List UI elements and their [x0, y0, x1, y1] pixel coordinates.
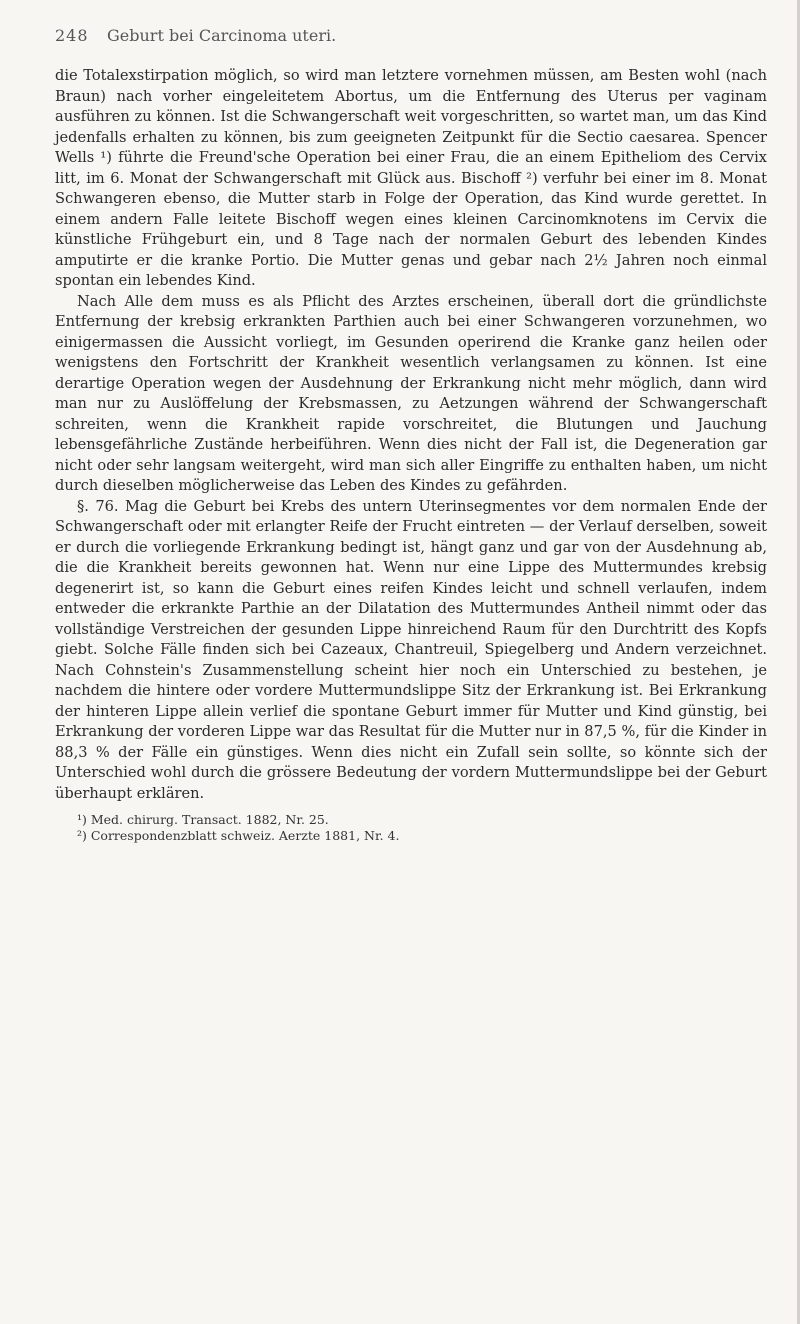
footnote-2: ²) Correspondenzblatt schweiz. Aerzte 1881, Nr. 4. [77, 828, 400, 843]
footnotes [55, 812, 767, 844]
page-number: 248 [55, 26, 89, 45]
running-title: Geburt bei Carcinoma uteri. [107, 26, 337, 45]
paragraph-continuation: die Totalexstirpation möglich, so wird man letztere vornehmen müssen, am Besten wohl (nach Braun) nach vorher eingeleitetem Abortus, um die Entfernung des Uterus per vaginam ausführen zu können. Ist die Schwangerschaft weit vorgeschritten, so wartet man, um das Kind jedenfalls erhalten zu können, bis zum geeigneten Zeitpunkt für die Sectio caesarea. Spencer Wells ¹) führte die Freund'sche Operation bei einer Frau, die an einem Epitheliom des Cervix litt, im 6. Monat der Schwangerschaft mit Glück aus. Bischoff ²) verfuhr bei einer im 8. Monat Schwangeren ebenso, die Mutter starb in Folge der Operation, das Kind wurde gerettet. In einem andern Falle leitete Bischoff wegen eines kleinen Carcinomknotens im Cervix die künstliche Frühgeburt ein, und 8 Tage nach der normalen Geburt des lebenden Kindes amputirte er die kranke Portio. Die Mutter genas und gebar nach 2½ Jahren noch einmal spontan ein lebendes Kind. [55, 67, 767, 289]
paragraph-duty-of-physician: Nach Alle dem muss es als Pflicht des Arztes erscheinen, überall dort die gründlichste Entfernung der krebsig erkrankten Parthien auch bei einer Schwangeren vorzunehmen, wo einigermassen die Aussicht vorliegt, im Gesunden operirend die Kranke ganz heilen oder wenigstens den Fortschritt der Krankheit wesentlich verlangsamen zu können. Ist eine derartige Operation wegen der Ausdehnung der Erkrankung nicht mehr möglich, dann wird man nur zu Auslöffelung der Krebsmassen, zu Aetzungen während der Schwangerschaft schreiten, wenn die Krankheit rapide vorschreitet, die Blutungen und Jauchung lebensgefährliche Zustände herbeiführen. Wenn dies nicht der Fall ist, die Degeneration gar nicht oder sehr langsam weitergeht, wird man sich aller Eingriffe zu enthalten haben, um nicht durch dieselben möglicherweise das Leben des Kindes zu gefährden. [55, 292, 767, 494]
footnote-1: ¹) Med. chirurg. Transact. 1882, Nr. 25. [77, 812, 329, 827]
running-header [55, 26, 765, 66]
paragraph-section-76: §. 76. Mag die Geburt bei Krebs des untern Uterinsegmentes vor dem normalen Ende der Schwangerschaft oder mit erlangter Reife der Frucht eintreten — der Verlauf derselben, soweit er durch die vorliegende Erkrankung bedingt ist, hängt ganz und gar von der Ausdehnung ab, die die Krankheit bereits gewonnen hat. Wenn nur eine Lippe des Muttermundes krebsig degenerirt ist, so kann die Geburt eines reifen Kindes leicht und schnell verlaufen, indem entweder die erkrankte Parthie an der Dilatation des Muttermundes Antheil nimmt oder das vollständige Verstreichen der gesunden Lippe hinreichend Raum für den Durchtritt des Kopfs giebt. Solche Fälle finden sich bei Cazeaux, Chantreuil, Spiegelberg und Andern verzeichnet. Nach Cohnstein's Zusammenstellung scheint hier noch ein Unterschied zu bestehen, je nachdem die hintere oder vordere Muttermundslippe Sitz der Erkrankung ist. Bei Erkrankung der hinteren Lippe allein verlief die spontane Geburt immer für Mutter und Kind günstig, bei Erkrankung der vorderen Lippe war das Resultat für die Mutter nur in 87,5 %, für die Kinder in 88,3 % der Fälle ein günstiges. Wenn dies nicht ein Zufall sein sollte, so könnte sich der Unterschied wohl durch die grössere Bedeutung der vordern Muttermundslippe bei der Geburt überhaupt erklären. [55, 497, 767, 802]
body-text [55, 66, 767, 844]
